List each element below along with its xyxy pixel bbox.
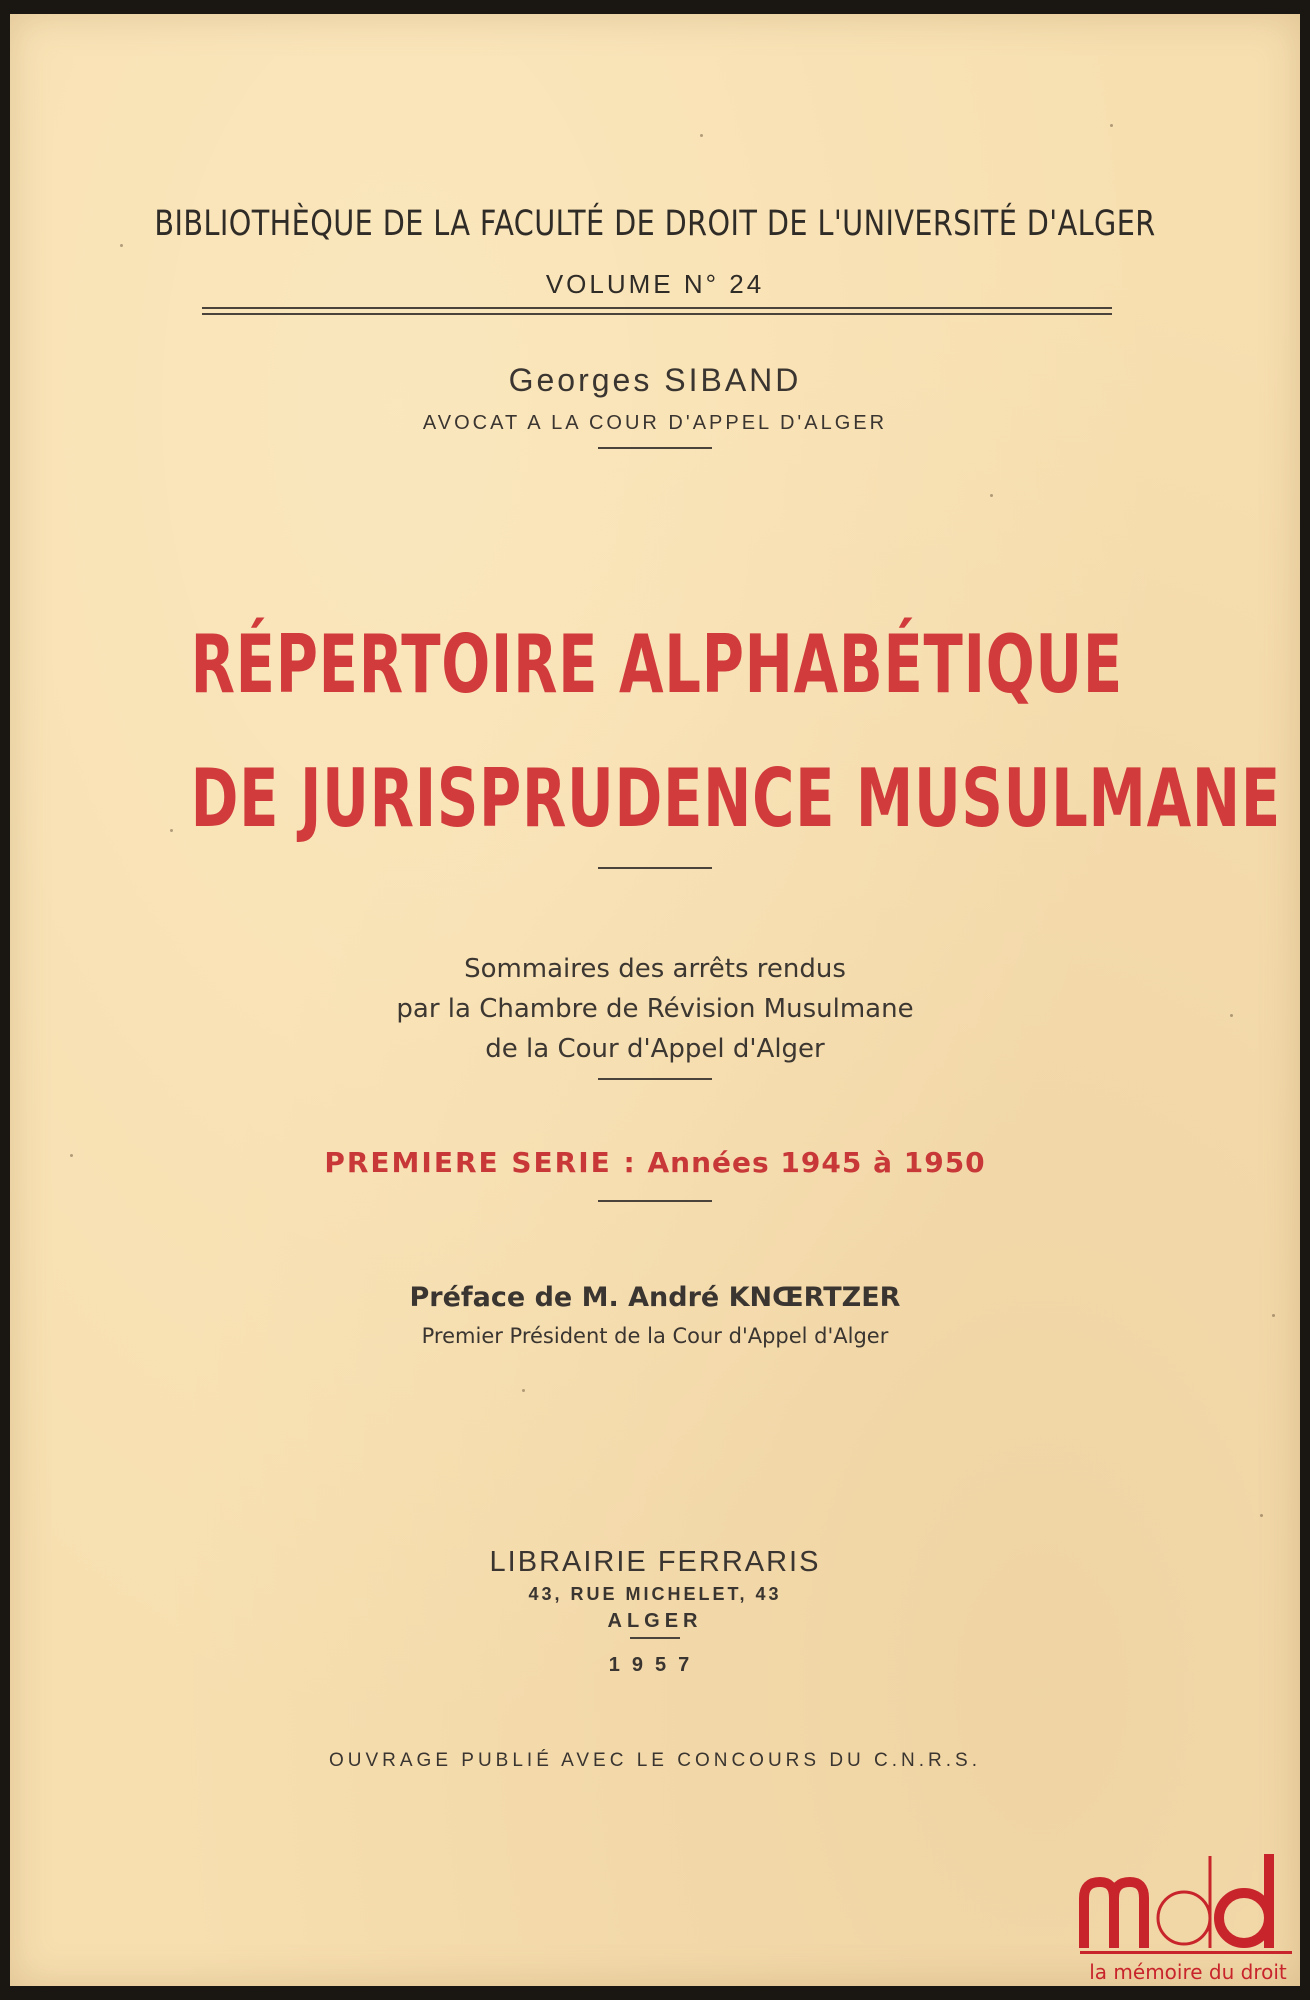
author-name: Georges SIBAND: [508, 362, 802, 398]
preface-author: Préface de M. André KNŒRTZER: [409, 1282, 901, 1313]
volume-number: VOLUME N° 24: [545, 269, 765, 299]
divider-series: [598, 1200, 712, 1202]
divider-subtitle: [598, 1078, 712, 1080]
mdd-watermark-logo: [1076, 1836, 1300, 1988]
cnrs-note: OUVRAGE PUBLIÉ AVEC LE CONCOURS DU C.N.R.S.: [328, 1750, 982, 1771]
author-title: AVOCAT A LA COUR D'APPEL D'ALGER: [422, 412, 888, 434]
header-double-rule-bottom: [202, 313, 1112, 315]
series-line: [10, 1146, 1300, 1179]
subtitle-line-3: de la Cour d'Appel d'Alger: [485, 1034, 825, 1064]
series-years: Années 1945 à 1950: [647, 1146, 986, 1179]
book-cover: [10, 14, 1300, 1986]
series-label: PREMIERE SERIE :: [324, 1146, 637, 1179]
book-title-line-2: DE JURISPRUDENCE MUSULMANE: [190, 752, 1281, 845]
header-double-rule-top: [202, 307, 1112, 309]
book-title-line-1: RÉPERTOIRE ALPHABÉTIQUE: [190, 618, 1123, 711]
publisher-city: ALGER: [607, 1610, 703, 1632]
mdd-logo-mark: [1076, 1836, 1300, 1956]
preface-author-role: Premier Président de la Cour d'Appel d'Alger: [421, 1324, 889, 1348]
publication-year: 1957: [608, 1654, 702, 1676]
mdd-tagline: la mémoire du droit: [1089, 1960, 1287, 1984]
divider-city: [630, 1637, 680, 1639]
subtitle-line-2: par la Chambre de Révision Musulmane: [396, 994, 914, 1024]
divider-author: [598, 447, 712, 449]
series-header: BIBLIOTHÈQUE DE LA FACULTÉ DE DROIT DE L'UNIVERSITÉ D'ALGER: [154, 204, 1156, 244]
divider-title: [598, 867, 712, 869]
subtitle-line-1: Sommaires des arrêts rendus: [464, 954, 846, 984]
publisher-address: 43, RUE MICHELET, 43: [528, 1584, 782, 1604]
publisher-name: LIBRAIRIE FERRARIS: [489, 1546, 821, 1578]
